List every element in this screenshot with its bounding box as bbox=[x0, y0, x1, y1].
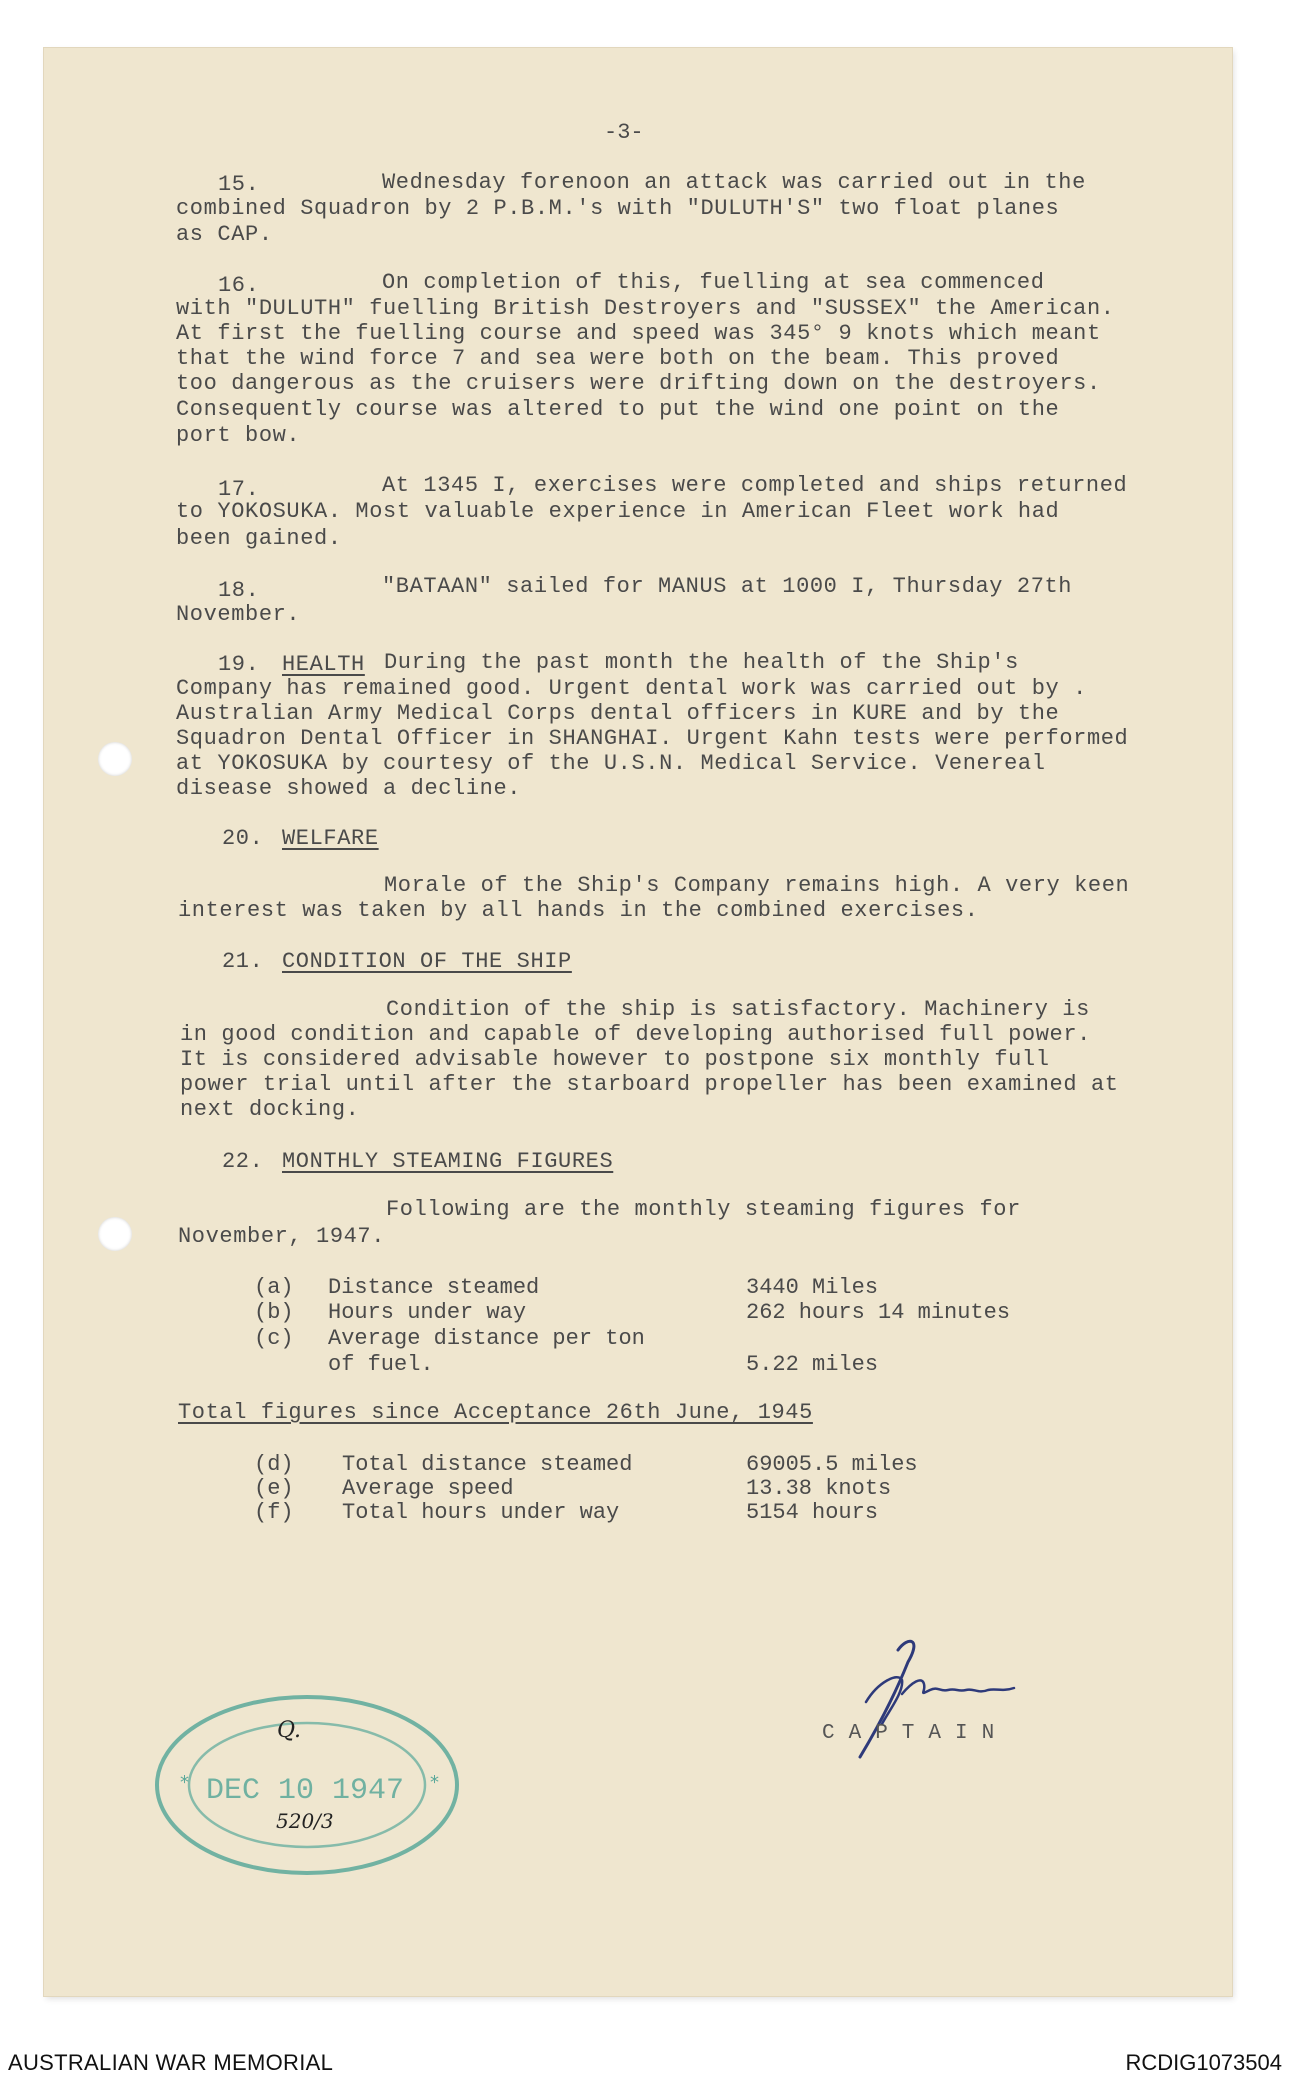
para-17-line: been gained. bbox=[176, 526, 342, 551]
para-22-number: 22. bbox=[222, 1149, 264, 1174]
para-17-number: 17. bbox=[218, 477, 260, 502]
para-21-line: It is considered advisable however to postpone six monthly full bbox=[180, 1047, 1050, 1072]
footer-left-label: AUSTRALIAN WAR MEMORIAL bbox=[8, 2050, 334, 2075]
para-15-line: combined Squadron by 2 P.B.M.'s with "DULUTH'S" two float planes bbox=[176, 196, 1060, 221]
para-21-line: next docking. bbox=[180, 1097, 360, 1122]
para-21-line: power trial until after the starboard propeller has been examined at bbox=[180, 1072, 1119, 1097]
para-16-line: On completion of this, fuelling at sea commenced bbox=[382, 270, 1045, 295]
para-18-number: 18. bbox=[218, 578, 260, 603]
stamp-handwritten-mark: Q. bbox=[277, 1718, 301, 1743]
punch-hole bbox=[98, 742, 132, 776]
para-15-number: 15. bbox=[218, 172, 260, 197]
para-20-line: Morale of the Ship's Company remains high. A very keen bbox=[384, 873, 1130, 898]
item-value: 5154 hours bbox=[746, 1500, 879, 1525]
para-20-line: interest was taken by all hands in the combined exercises. bbox=[178, 898, 979, 923]
item-label: Total hours under way bbox=[342, 1500, 620, 1525]
para-15-line: as CAP. bbox=[176, 222, 273, 247]
para-19-number: 19. bbox=[218, 652, 260, 677]
para-19-line: Company has remained good. Urgent dental work was carried out by . bbox=[176, 676, 1087, 701]
para-20-heading: WELFARE bbox=[282, 826, 379, 851]
svg-text:*: * bbox=[180, 1772, 189, 1793]
para-18-line: November. bbox=[176, 602, 301, 627]
para-17-line: At 1345 I, exercises were completed and ships returned bbox=[382, 473, 1128, 498]
para-19-line: Squadron Dental Officer in SHANGHAI. Urgent Kahn tests were performed bbox=[176, 726, 1129, 751]
para-15-line: Wednesday forenoon an attack was carried out in the bbox=[382, 170, 1086, 195]
para-16-line: that the wind force 7 and sea were both on the beam. This proved bbox=[176, 346, 1060, 371]
item-label: Hours under way bbox=[328, 1300, 527, 1325]
punch-hole bbox=[98, 1217, 132, 1251]
total-figures-heading: Total figures since Acceptance 26th June, 1945 bbox=[178, 1400, 813, 1425]
para-21-number: 21. bbox=[222, 949, 264, 974]
para-21-line: in good condition and capable of developing authorised full power. bbox=[180, 1022, 1091, 1047]
para-16-line: port bow. bbox=[176, 423, 301, 448]
item-letter: (d) bbox=[254, 1452, 294, 1477]
svg-text:*: * bbox=[430, 1772, 439, 1793]
stamp-handwritten-ref: 520/3 bbox=[276, 1809, 334, 1833]
para-22-line: November, 1947. bbox=[178, 1224, 386, 1249]
para-21-line: Condition of the ship is satisfactory. Machinery is bbox=[386, 997, 1090, 1022]
para-19-line: disease showed a decline. bbox=[176, 776, 522, 801]
para-16-number: 16. bbox=[218, 273, 260, 298]
para-19-line: at YOKOSUKA by courtesy of the U.S.N. Medical Service. Venereal bbox=[176, 751, 1046, 776]
para-19-line: During the past month the health of the Ship's bbox=[384, 650, 1019, 675]
page-number: -3- bbox=[604, 120, 644, 145]
para-22-line: Following are the monthly steaming figures for bbox=[386, 1197, 1021, 1222]
footer-right-id: RCDIG1073504 bbox=[1125, 2050, 1282, 2075]
stamp-date: DEC 10 1947 bbox=[206, 1774, 405, 1808]
para-16-line: At first the fuelling course and speed was 345° 9 knots which meant bbox=[176, 321, 1101, 346]
squadron-stamp bbox=[152, 1690, 462, 1880]
para-16-line: too dangerous as the cruisers were drifting down on the destroyers. bbox=[176, 371, 1101, 396]
item-value: 5.22 miles bbox=[746, 1352, 879, 1377]
para-22-heading: MONTHLY STEAMING FIGURES bbox=[282, 1149, 614, 1174]
item-label: Average speed bbox=[342, 1476, 514, 1501]
item-letter: (e) bbox=[254, 1476, 294, 1501]
item-label: of fuel. bbox=[328, 1352, 434, 1377]
item-label: Total distance steamed bbox=[342, 1452, 633, 1477]
item-value: 3440 Miles bbox=[746, 1275, 879, 1300]
item-value: 262 hours 14 minutes bbox=[746, 1300, 1011, 1325]
para-19-heading: HEALTH bbox=[282, 652, 365, 677]
para-19-line: Australian Army Medical Corps dental officers in KURE and by the bbox=[176, 701, 1060, 726]
item-letter: (a) bbox=[254, 1275, 294, 1300]
item-label: Average distance per ton bbox=[328, 1326, 645, 1351]
captain-title: CAPTAIN bbox=[822, 1722, 1009, 1745]
para-18-line: "BATAAN" sailed for MANUS at 1000 I, Thursday 27th bbox=[382, 574, 1073, 599]
item-letter: (b) bbox=[254, 1300, 294, 1325]
para-20-number: 20. bbox=[222, 826, 264, 851]
item-value: 69005.5 miles bbox=[746, 1452, 918, 1477]
item-value: 13.38 knots bbox=[746, 1476, 892, 1501]
para-16-line: with "DULUTH" fuelling British Destroyers and "SUSSEX" the American. bbox=[176, 296, 1115, 321]
para-16-line: Consequently course was altered to put the wind one point on the bbox=[176, 397, 1060, 422]
para-21-heading: CONDITION OF THE SHIP bbox=[282, 949, 572, 974]
item-letter: (c) bbox=[254, 1326, 294, 1351]
item-letter: (f) bbox=[254, 1500, 294, 1525]
para-17-line: to YOKOSUKA. Most valuable experience in American Fleet work had bbox=[176, 499, 1060, 524]
item-label: Distance steamed bbox=[328, 1275, 540, 1300]
